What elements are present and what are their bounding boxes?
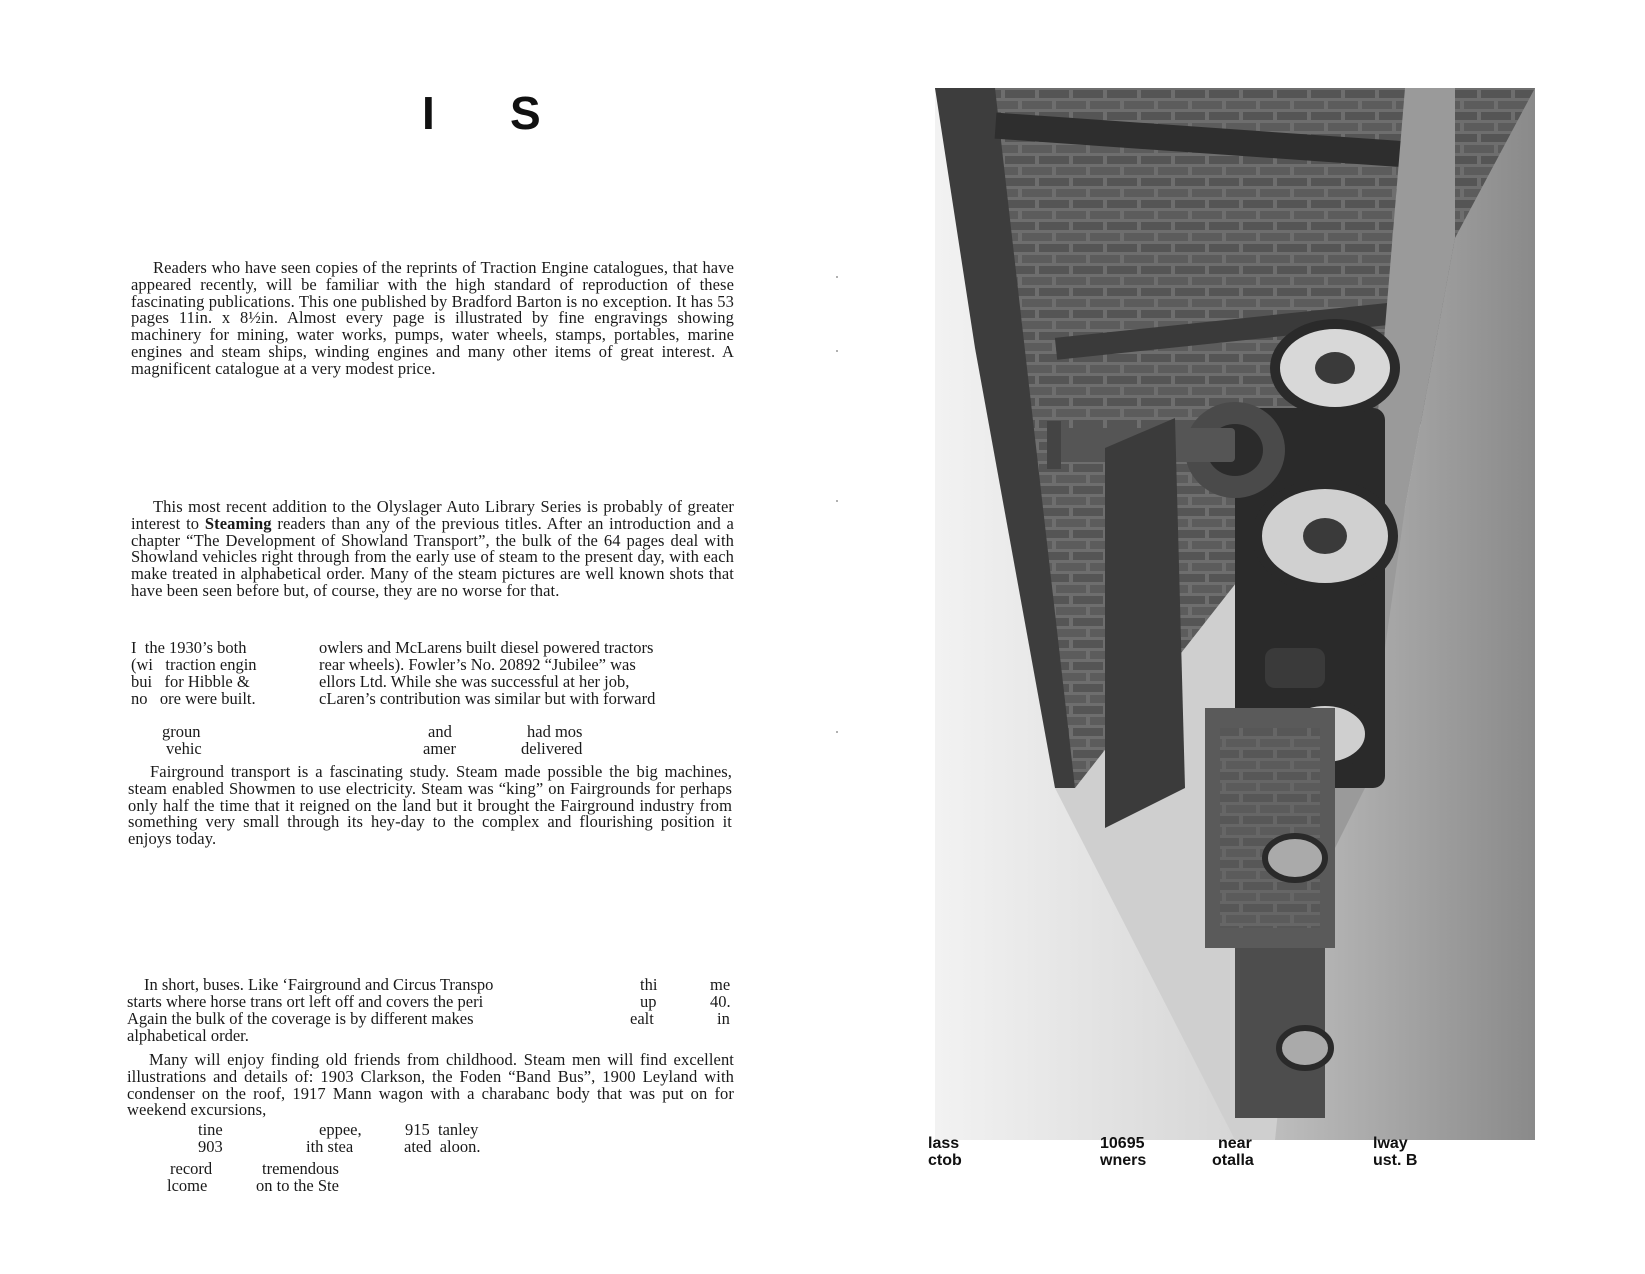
review-2-text-a: This most recent addition to the Olyslager Auto Library Series is probably of greater interest to <box>131 497 734 533</box>
review-2-fragment-col-b-2: rear wheels). Fowler’s No. 20892 “Jubilee” was <box>319 655 636 674</box>
review-3-tail-1-b: eppee, <box>319 1120 362 1139</box>
review-2-text-b: readers than any of the previous titles. After an introduction and a chapter “The Development of Showland Transport”, the bulk of the 64 pages deal with Showland vehicles right through from the early use of steam to the present day, with each make treated in alphabetical order. Many of the steam pictures are well known shots that have been seen before but, of course, they are no worse for that. <box>131 513 734 600</box>
caption-col-1-line-1: lass <box>928 1135 960 1152</box>
heading-letter-i: I <box>422 87 435 139</box>
review-2-fragment-col-a-4: no ore were built. <box>131 689 256 708</box>
review-3-tail-1-c: 915 tanley <box>405 1120 479 1139</box>
review-3-right-frag-a-2: up <box>640 992 657 1011</box>
review-3-line-2: starts where horse trans ort left off and covers the peri <box>127 992 484 1011</box>
review-3-tail-2-c: ated aloon. <box>404 1137 481 1156</box>
caption-col-3-line-1: near <box>1218 1135 1252 1152</box>
review-3-right-frag-b-3: in <box>717 1009 730 1028</box>
review-3-right-frag-b-2: 40. <box>710 992 731 1011</box>
review-3-line-1: In short, buses. Like ‘Fairground and Circus Transpo <box>144 975 494 994</box>
review-3-tail-2-b: ith stea <box>306 1137 354 1156</box>
review-2-closing-paragraph <box>128 764 732 848</box>
review-3-tail-4-b: on to the Ste <box>256 1176 339 1195</box>
caption-col-4-line-2: ust. B <box>1373 1152 1418 1169</box>
review-3-line-3: Again the bulk of the coverage is by different makes <box>127 1009 474 1028</box>
review-1-paragraph <box>131 260 734 378</box>
review-3-tail-2-a: 903 <box>198 1137 223 1156</box>
gutter-dot <box>836 500 838 502</box>
review-2-bold-title: Steaming <box>204 513 272 533</box>
review-2-fragment-row-2-a: vehic <box>166 739 202 758</box>
review-3-line-4: alphabetical order. <box>127 1026 249 1045</box>
gutter-dot <box>836 350 838 352</box>
review-3-tail-3-b: tremendous <box>262 1159 339 1178</box>
review-3-tail-4-a: lcome <box>167 1176 208 1195</box>
review-3-tail-3-a: record <box>170 1159 213 1178</box>
caption-col-3-line-2: otalla <box>1212 1152 1254 1169</box>
review-2-fragment-col-a-3: bui for Hibble & <box>131 672 250 691</box>
review-3-right-frag-a-3: ealt <box>630 1009 654 1028</box>
review-2-fragment-row-2-c: delivered <box>521 739 583 758</box>
review-2-fragment-col-b-3: ellors Ltd. While she was successful at her job, <box>319 672 630 691</box>
caption-col-2-line-1: 10695 <box>1100 1135 1145 1152</box>
review-2-intro <box>131 499 734 600</box>
caption-col-1-line-2: ctob <box>928 1152 962 1169</box>
caption-col-4-line-1: lway <box>1373 1135 1408 1152</box>
review-3-right-frag-a-1: thi <box>640 975 658 994</box>
photograph-traction-engine <box>935 88 1535 1140</box>
review-2-fragment-row-2-b: amer <box>423 739 456 758</box>
review-2-fragment-col-b-4: cLaren’s contribution was similar but with forward <box>319 689 656 708</box>
photo-illustration <box>935 88 1535 1140</box>
gutter-dot <box>836 731 838 733</box>
review-3-tail-1-a: tine <box>198 1120 223 1139</box>
review-3-paragraph-2-text: Many will enjoy finding old friends from childhood. Steam men will find excellent illustrations and details of: 1903 Clarkson, the Foden “Band Bus”, 1900 Leyland with condenser on the roof, 1917 Mann wagon with a charabanc body that was put on for weekend excursions, <box>127 1050 734 1120</box>
gutter-dot <box>836 276 838 278</box>
caption-col-2-line-2: wners <box>1100 1152 1147 1169</box>
review-3-right-frag-b-1: me <box>710 975 731 994</box>
review-2-fragment-col-b-1: owlers and McLarens built diesel powered tractors <box>319 638 654 657</box>
heading-letter-s: S <box>510 87 541 139</box>
review-2-fragment-col-a-2: (wi traction engin <box>131 655 257 674</box>
review-1-text: Readers who have seen copies of the reprints of Traction Engine catalogues, that have appeared recently, will be familiar with the high standard of reproduction of these fascinating publications. This one published by Bradford Barton is no exception. It has 53 pages 11in. x 8½in. Almost every page is illustrated by fine engravings showing machinery for mining, water works, pumps, water wheels, stamps, portables, marine engines and steam ships, winding engines and many other items of great interest. A magnificent catalogue at a very modest price. <box>131 258 734 378</box>
review-2-closing-text: Fairground transport is a fascinating study. Steam made possible the big machines, steam enabled Showmen to use electricity. Steam was “king” on Fairgrounds for perhaps only half the time that it reigned on the land but it brought the Fairground industry from something very small through its hey-day to the complex and flourishing position it enjoys today. <box>128 762 732 849</box>
review-2-fragment-row-1-b: and <box>428 722 452 741</box>
review-2-fragment-row-1-a: groun <box>162 722 201 741</box>
review-2-paragraph <box>131 499 734 600</box>
review-2-fragment-col-a-1: I the 1930’s both <box>131 638 247 657</box>
review-2-fragment-row-1-c: had mos <box>527 722 583 741</box>
review-3-paragraph-2 <box>127 1052 734 1119</box>
